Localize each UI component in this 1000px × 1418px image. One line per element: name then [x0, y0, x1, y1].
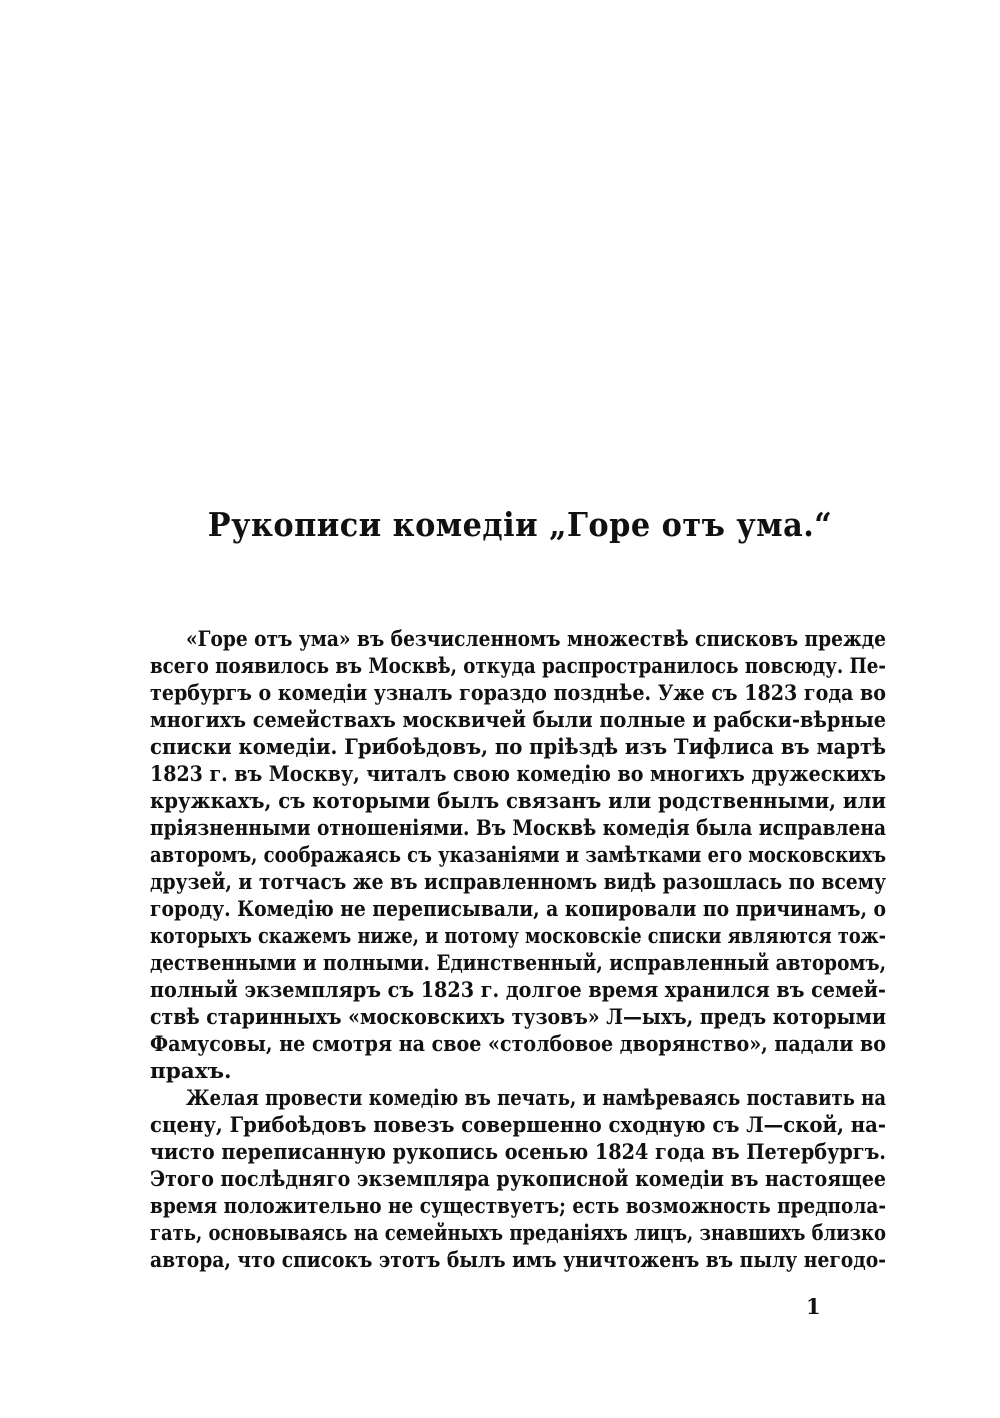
text-line: прахъ. [150, 1059, 232, 1084]
text-line: друзей, и тотчасъ же въ исправленномъ видѣ разошлась по всему [150, 870, 886, 895]
page-title: Рукописи комедіи „Горе отъ ума.“ [207, 505, 833, 544]
body-text [150, 626, 886, 1274]
text-line: кружкахъ, съ которыми былъ связанъ или родственными, или [150, 789, 886, 814]
text-line: 1823 г. въ Москву, читалъ свою комедію во многихъ дружескихъ [150, 762, 886, 787]
text-line: городу. Комедію не переписывали, а копировали по причинамъ, о [150, 897, 886, 922]
text-line: Фамусовы, не смотря на свое «столбовое дворянство», падали во [150, 1032, 886, 1057]
text-line: списки комедіи. Грибоѣдовъ, по пріѣздѣ изъ Тифлиса въ мартѣ [150, 735, 886, 760]
text-line: Желая провести комедію въ печать, и намѣреваясь поставить на [186, 1086, 886, 1111]
text-line: Этого послѣдняго экземпляра рукописной комедіи въ настоящее [150, 1167, 886, 1192]
text-line: всего появилось въ Москвѣ, откуда распространилось повсюду. Пе- [150, 654, 886, 679]
paragraph-2 [150, 1085, 886, 1274]
text-line: многихъ семействахъ москвичей были полные и рабски-вѣрные [150, 708, 886, 733]
paragraph-1 [150, 626, 886, 1085]
text-line: тербургъ о комедіи узналъ гораздо позднѣе. Уже съ 1823 года во [150, 681, 886, 706]
text-line: автора, что списокъ этотъ былъ имъ уничтоженъ въ пылу негодо- [150, 1248, 886, 1273]
page-number: 1 [806, 1294, 821, 1319]
text-line: гать, основываясь на семейныхъ преданіяхъ лицъ, знавшихъ близко [150, 1221, 886, 1246]
text-line: которыхъ скажемъ ниже, и потому московскіе списки являются тож- [150, 924, 886, 949]
text-line: дественными и полными. Единственный, исправленный авторомъ, [150, 951, 886, 976]
text-line: время положительно не существуетъ; есть возможность предпола- [150, 1194, 886, 1219]
text-line: пріязненными отношеніями. Въ Москвѣ комедія была исправлена [150, 816, 886, 841]
text-line: полный экземпляръ съ 1823 г. долгое время хранился въ семей- [150, 978, 886, 1003]
text-line: «Горе отъ ума» въ безчисленномъ множествѣ списковъ прежде [186, 627, 886, 652]
text-line: ствѣ старинныхъ «московскихъ тузовъ» Л—ыхъ, предъ которыми [150, 1005, 886, 1030]
text-line: чисто переписанную рукопись осенью 1824 года въ Петербургъ. [150, 1140, 886, 1165]
text-line: сцену, Грибоѣдовъ повезъ совершенно сходную съ Л—ской, на- [150, 1113, 886, 1138]
text-line: авторомъ, соображаясь съ указаніями и замѣтками его московскихъ [150, 843, 886, 868]
